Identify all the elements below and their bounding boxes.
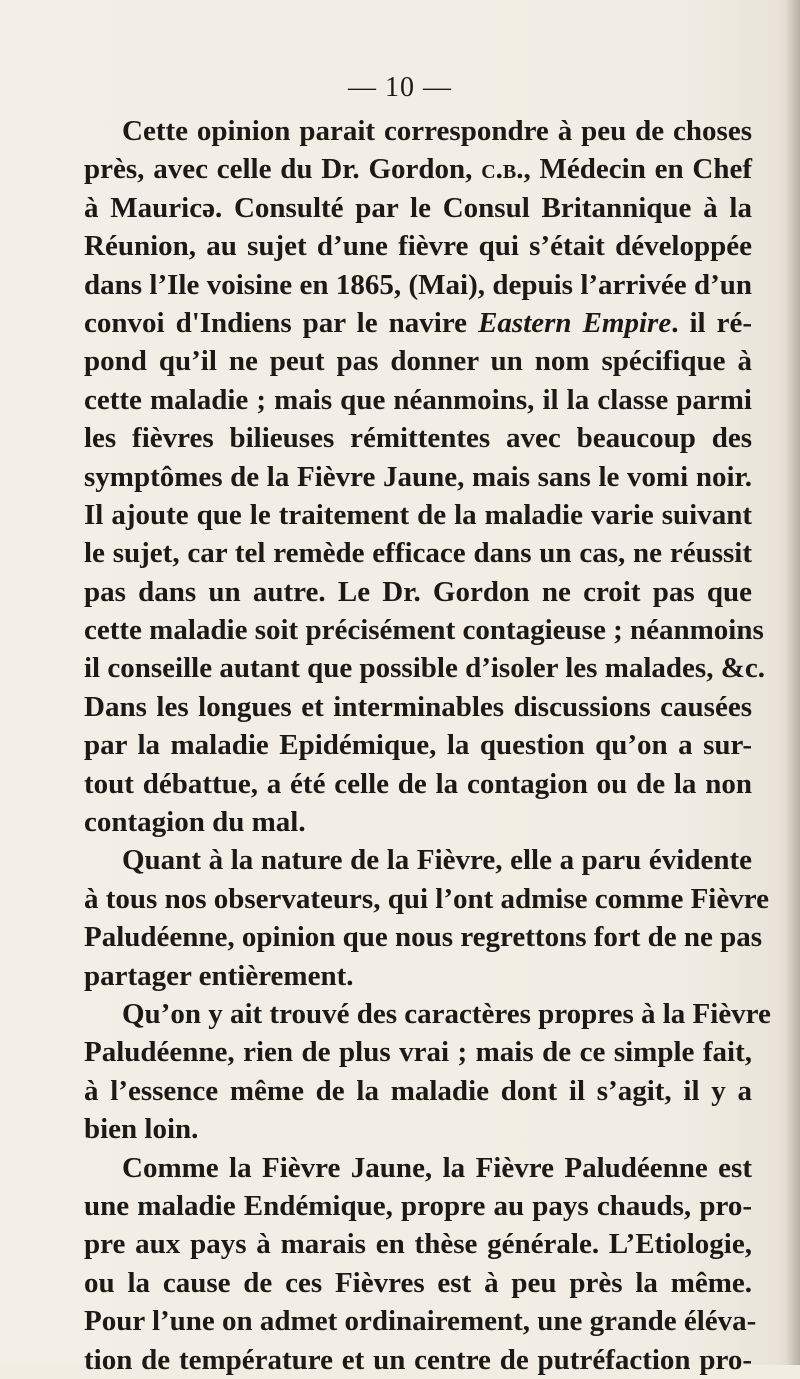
text-line: Quant à la nature de la Fièvre, elle a paru évidente [122, 844, 752, 877]
text-line: Paludéenne, rien de plus vrai ; mais de ce simple fait, [84, 1036, 752, 1069]
text-line: Paludéenne, opinion que nous regrettons fort de ne pas [84, 921, 763, 954]
text-line: symptômes de la Fièvre Jaune, mais sans le vomi noir. [84, 460, 752, 493]
text-line: bien loin. [84, 1113, 199, 1146]
text-line [84, 150, 752, 188]
text-line: partager entièrement. [84, 959, 354, 992]
page-edge-shadow [786, 0, 800, 1365]
text-line: à tous nos observateurs, qui l’ont admise comme Fièvre [84, 882, 769, 915]
text-segment: . il ré- [671, 306, 753, 339]
text-segment: près, avec celle du Dr. Gordon, [84, 153, 482, 186]
text-line: Pour l’une on admet ordinairement, une grande éléva- [84, 1305, 757, 1338]
text-line: à Mauricə. Consulté par le Consul Britannique à la [84, 191, 752, 224]
text-line [84, 304, 752, 342]
page-number: — 10 — [348, 72, 452, 103]
text-segment: , Médecin en Chef [523, 153, 752, 186]
text-line: cette maladie soit précisément contagieuse ; néanmoins [84, 614, 764, 647]
text-line: ou la cause de ces Fièvres est à peu près la même. [84, 1266, 752, 1299]
text-line: à l’essence même de la maladie dont il s’agit, il y a [84, 1074, 752, 1107]
text-line: il conseille autant que possible d’isoler les malades, &c. [84, 652, 765, 685]
text-line: le sujet, car tel remède efficace dans un cas, ne réussit [84, 537, 752, 570]
text-line: dans l’Ile voisine en 1865, (Mai), depuis l’arrivée d’un [84, 268, 752, 301]
text-line: cette maladie ; mais que néanmoins, il la classe parmi [84, 383, 752, 416]
text-line: pond qu’il ne peut pas donner un nom spécifique à [84, 345, 752, 378]
text-line: Il ajoute que le traitement de la maladie varie suivant [84, 498, 752, 531]
text-line: pas dans un autre. Le Dr. Gordon ne croit pas que [84, 575, 752, 608]
ship-name: Eastern Empire [478, 306, 672, 339]
text-line: par la maladie Epidémique, la question qu’on a sur- [84, 729, 752, 762]
abbreviation-cb: c.b. [481, 153, 524, 186]
text-segment: convoi d'Indiens par le navire [84, 306, 479, 339]
text-line: les fièvres bilieuses rémittentes avec beaucoup des [84, 422, 752, 455]
text-line: Qu’on y ait trouvé des caractères propres à la Fièvre [122, 997, 771, 1030]
body-text [84, 112, 771, 1379]
text-line: tion de température et un centre de putréfaction pro- [84, 1343, 752, 1376]
text-line: Réunion, au sujet d’une fièvre qui s’était développée [84, 230, 752, 263]
text-line: Comme la Fièvre Jaune, la Fièvre Paludéenne est [122, 1151, 752, 1184]
text-line: contagion du mal. [84, 806, 306, 839]
text-line: une maladie Endémique, propre au pays chauds, pro- [84, 1189, 752, 1222]
text-line: Dans les longues et interminables discussions causées [84, 690, 752, 723]
text-line: Cette opinion parait correspondre à peu de choses [122, 115, 752, 147]
text-line: pre aux pays à marais en thèse générale. L’Etiologie, [84, 1228, 752, 1261]
text-line: tout débattue, a été celle de la contagion ou de la non [84, 767, 752, 800]
